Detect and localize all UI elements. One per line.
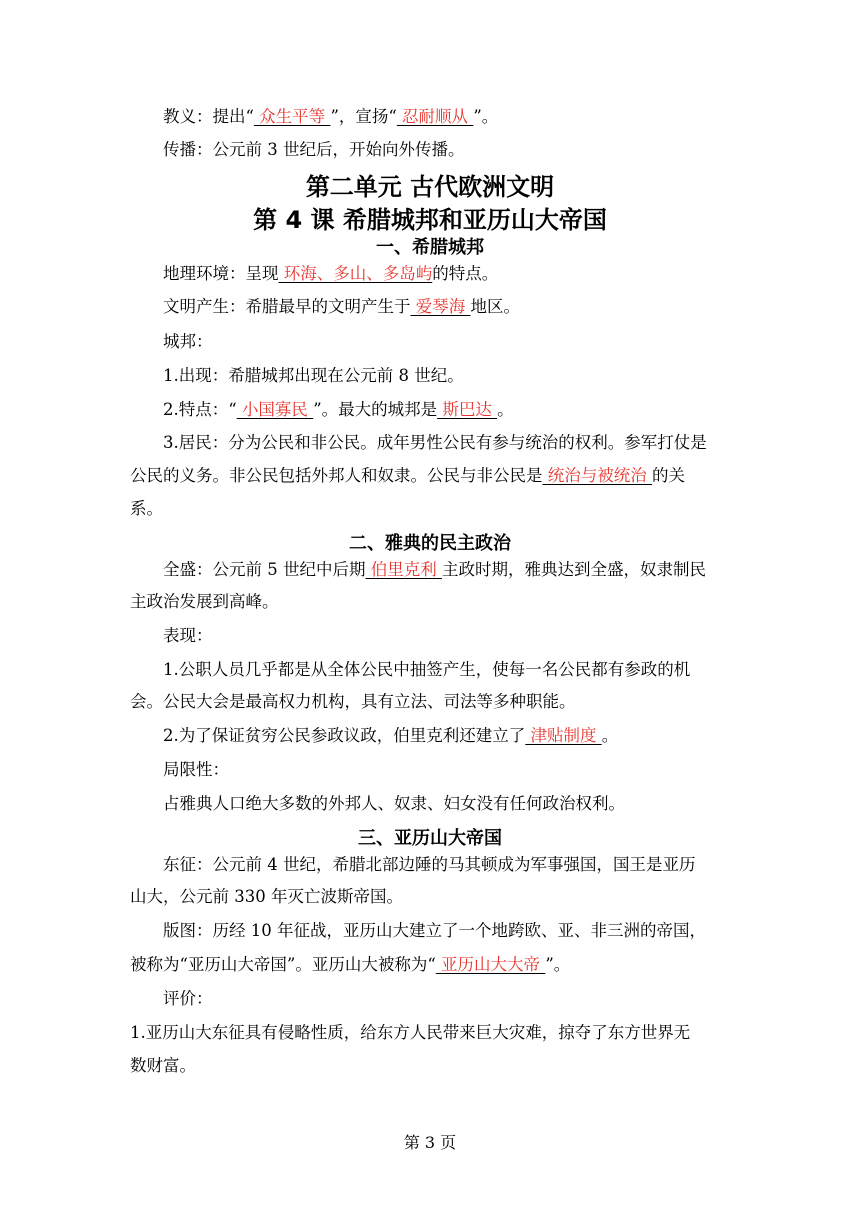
- answer-blank: 津贴制度: [525, 726, 602, 745]
- show-label: 表现：: [163, 626, 213, 645]
- answer-blank: 斯巴达: [437, 400, 498, 419]
- lesson-title: 第 4 课 希腊城邦和亚历山大帝国: [253, 206, 607, 234]
- answer-blank: 忍耐顺从: [396, 107, 474, 126]
- peak-text: 全盛：公元前 5 世纪中后期: [163, 560, 366, 579]
- city-item-3-line-3: 系。: [130, 499, 163, 518]
- doctrine-text: 教义：提出“: [163, 107, 254, 126]
- geo-text: 地理环境：呈现: [163, 264, 279, 283]
- city-item-3-line-2: [130, 464, 685, 488]
- section-heading-3: 三、亚历山大帝国: [358, 828, 502, 849]
- section-heading-1: 一、希腊城邦: [376, 237, 484, 258]
- civ-line: [163, 295, 520, 319]
- answer-blank: 小国寡民: [236, 400, 314, 419]
- map-line-1: 版图：历经 10 年征战，亚历山大建立了一个地跨欧、亚、非三洲的帝国，: [163, 921, 706, 940]
- civ-text: 文明产生：希腊最早的文明产生于: [163, 297, 411, 316]
- show2-text: 2.为了保证贫穷公民参政议政，伯里克利还建立了: [163, 726, 526, 745]
- show-item-2: [163, 724, 618, 748]
- geo-text: 的特点。: [432, 264, 499, 283]
- geo-line: [163, 262, 498, 286]
- answer-blank: 环海、多山、多岛屿: [278, 264, 433, 283]
- show2-text: 。: [601, 726, 619, 745]
- item2-text: 。: [497, 400, 514, 419]
- answer-blank: 众生平等: [253, 107, 331, 126]
- answer-blank: 爱琴海: [410, 297, 471, 316]
- city-item-3-line-1: 3.居民：分为公民和非公民。成年男性公民有参与统治的权利。参军打仗是: [163, 433, 707, 452]
- spread-line: 传播：公元前 3 世纪后，开始向外传播。: [163, 140, 465, 159]
- page-number: 第 3 页: [403, 1133, 457, 1152]
- map-text: ”。: [545, 955, 571, 974]
- city-item-1: 1.出现：希腊城邦出现在公元前 8 世纪。: [163, 366, 464, 385]
- limit-label: 局限性：: [163, 760, 229, 779]
- answer-blank: 亚历山大大帝: [435, 955, 546, 974]
- civ-text: 地区。: [470, 297, 520, 316]
- peak-text: 主政时期，雅典达到全盛，奴隶制民: [442, 560, 706, 579]
- item3-text: 的关: [652, 466, 685, 485]
- peak-line-2: 主政治发展到高峰。: [130, 592, 279, 611]
- item2-text: 2.特点：“: [163, 400, 237, 419]
- doctrine-text: ”。: [473, 107, 499, 126]
- section-heading-2: 二、雅典的民主政治: [349, 533, 511, 554]
- answer-blank: 伯里克利: [365, 560, 442, 579]
- map-line-2: [130, 953, 570, 977]
- city-label: 城邦：: [163, 332, 213, 351]
- city-item-2: [163, 398, 514, 422]
- east-line-1: 东征：公元前 4 世纪，希腊北部边陲的马其顿成为军事强国，国王是亚历: [163, 855, 696, 874]
- answer-blank: 统治与被统治: [542, 466, 652, 485]
- show-item-1-line-1: 1.公职人员几乎都是从全体公民中抽签产生，使每一名公民都有参政的机: [163, 660, 691, 679]
- eval-label: 评价：: [163, 989, 213, 1008]
- unit-title: 第二单元 古代欧洲文明: [305, 173, 555, 201]
- item3-text: 公民的义务。非公民包括外邦人和奴隶。公民与非公民是: [130, 466, 543, 485]
- show-item-1-line-2: 会。公民大会是最高权力机构，具有立法、司法等多种职能。: [130, 692, 576, 711]
- map-text: 被称为“亚历山大帝国”。亚历山大被称为“: [130, 955, 436, 974]
- doctrine-line: [163, 105, 498, 129]
- eval-item-1-line-1: 1.亚历山大东征具有侵略性质，给东方人民带来巨大灾难，掠夺了东方世界无: [130, 1023, 691, 1042]
- item2-text: ”。最大的城邦是: [313, 400, 438, 419]
- eval-item-1-line-2: 数财富。: [130, 1056, 196, 1075]
- doctrine-text: ”，宣扬“: [330, 107, 397, 126]
- east-line-2: 山大，公元前 330 年灭亡波斯帝国。: [130, 887, 403, 906]
- peak-line-1: [163, 558, 706, 582]
- limit-text: 占雅典人口绝大多数的外邦人、奴隶、妇女没有任何政治权利。: [163, 794, 625, 813]
